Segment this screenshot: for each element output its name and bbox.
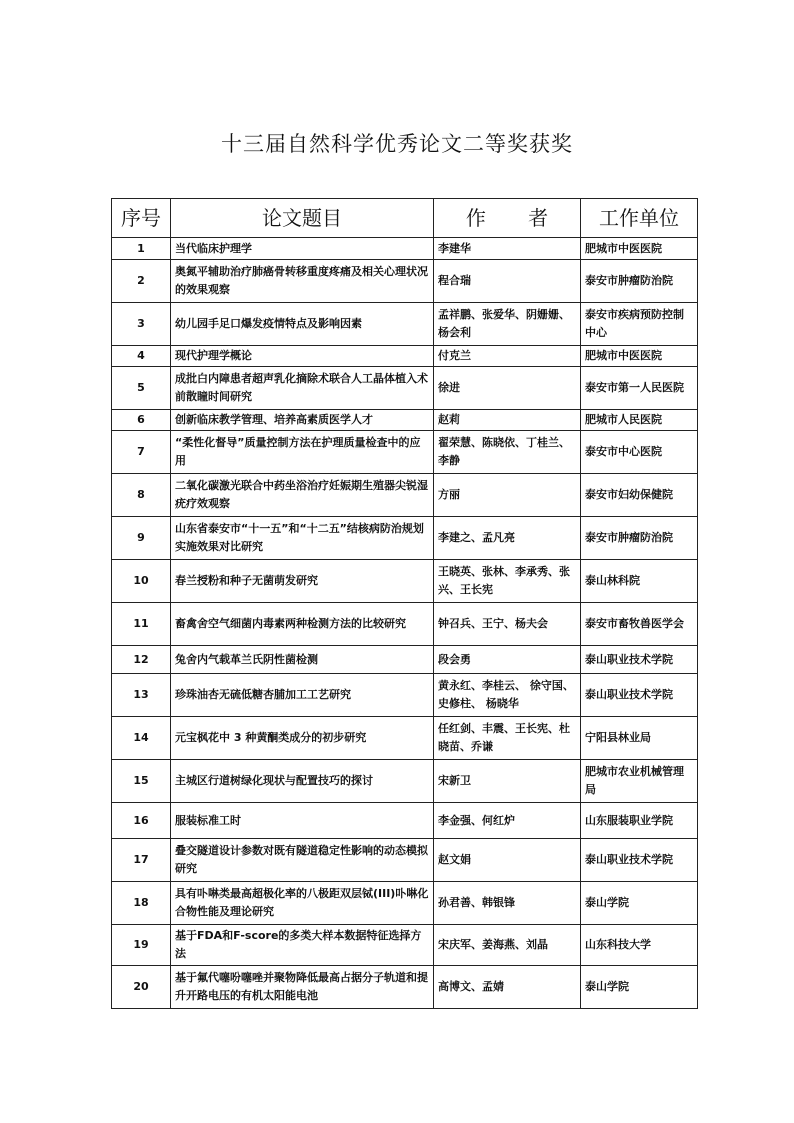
header-unit: 工作单位 bbox=[581, 199, 698, 238]
cell-paper: 当代临床护理学 bbox=[171, 238, 434, 260]
cell-no: 7 bbox=[112, 431, 171, 474]
cell-author: 黄永红、李桂云、 徐守国、 史修柱、 杨晓华 bbox=[434, 674, 581, 717]
cell-author: 方丽 bbox=[434, 474, 581, 517]
cell-paper: 奥氮平辅助治疗肺癌骨转移重度疼痛及相关心理状况的效果观察 bbox=[171, 260, 434, 303]
cell-paper: 幼儿园手足口爆发疫情特点及影响因素 bbox=[171, 303, 434, 346]
cell-no: 2 bbox=[112, 260, 171, 303]
cell-unit: 泰山职业技术学院 bbox=[581, 646, 698, 674]
table-row bbox=[112, 474, 698, 517]
cell-unit: 肥城市人民医院 bbox=[581, 410, 698, 431]
cell-author: 李建之、孟凡亮 bbox=[434, 517, 581, 560]
cell-unit: 泰安市疾病预防控制中心 bbox=[581, 303, 698, 346]
cell-author: 钟召兵、王宁、杨夫会 bbox=[434, 603, 581, 646]
cell-unit: 宁阳县林业局 bbox=[581, 717, 698, 760]
cell-author: 翟荣慧、陈晓依、丁桂兰、李静 bbox=[434, 431, 581, 474]
cell-unit: 泰安市中心医院 bbox=[581, 431, 698, 474]
cell-no: 9 bbox=[112, 517, 171, 560]
cell-paper: 元宝枫花中 3 种黄酮类成分的初步研究 bbox=[171, 717, 434, 760]
table-row bbox=[112, 803, 698, 839]
cell-no: 1 bbox=[112, 238, 171, 260]
cell-author: 孟祥鹏、张爱华、阴姗姗、杨会利 bbox=[434, 303, 581, 346]
table-row bbox=[112, 717, 698, 760]
cell-author: 赵莉 bbox=[434, 410, 581, 431]
table-row bbox=[112, 560, 698, 603]
table-row bbox=[112, 646, 698, 674]
table-row bbox=[112, 410, 698, 431]
table-row bbox=[112, 303, 698, 346]
cell-no: 19 bbox=[112, 925, 171, 966]
cell-unit: 肥城市农业机械管理局 bbox=[581, 760, 698, 803]
cell-paper: 叠交隧道设计参数对既有隧道稳定性影响的动态模拟研究 bbox=[171, 839, 434, 882]
cell-author: 孙君善、韩银锋 bbox=[434, 882, 581, 925]
cell-no: 20 bbox=[112, 966, 171, 1009]
table-row bbox=[112, 517, 698, 560]
cell-unit: 泰山职业技术学院 bbox=[581, 674, 698, 717]
cell-author: 宋新卫 bbox=[434, 760, 581, 803]
cell-unit: 泰山学院 bbox=[581, 882, 698, 925]
cell-paper: 具有卟啉类最高超极化率的八极距双层铽(III)卟啉化合物性能及理论研究 bbox=[171, 882, 434, 925]
cell-paper: 兔舍内气载革兰氏阴性菌检测 bbox=[171, 646, 434, 674]
cell-no: 3 bbox=[112, 303, 171, 346]
table-row bbox=[112, 882, 698, 925]
cell-no: 16 bbox=[112, 803, 171, 839]
cell-no: 8 bbox=[112, 474, 171, 517]
cell-no: 13 bbox=[112, 674, 171, 717]
cell-unit: 山东服装职业学院 bbox=[581, 803, 698, 839]
cell-paper: 二氧化碳激光联合中药坐浴治疗妊娠期生殖器尖锐湿疣疗效观察 bbox=[171, 474, 434, 517]
cell-paper: 成批白内障患者超声乳化摘除术联合人工晶体植入术前散瞳时间研究 bbox=[171, 367, 434, 410]
cell-no: 15 bbox=[112, 760, 171, 803]
table-row bbox=[112, 966, 698, 1009]
cell-paper: 山东省泰安市“十一五”和“十二五”结核病防治规划实施效果对比研究 bbox=[171, 517, 434, 560]
cell-paper: 服装标准工时 bbox=[171, 803, 434, 839]
cell-unit: 泰山林科院 bbox=[581, 560, 698, 603]
cell-paper: “柔性化督导”质量控制方法在护理质量检查中的应用 bbox=[171, 431, 434, 474]
cell-unit: 山东科技大学 bbox=[581, 925, 698, 966]
cell-no: 4 bbox=[112, 346, 171, 367]
cell-no: 12 bbox=[112, 646, 171, 674]
cell-no: 10 bbox=[112, 560, 171, 603]
table-header-row bbox=[112, 199, 698, 238]
cell-paper: 基于FDA和F-score的多类大样本数据特征选择方法 bbox=[171, 925, 434, 966]
cell-unit: 泰安市第一人民医院 bbox=[581, 367, 698, 410]
header-paper: 论文题目 bbox=[171, 199, 434, 238]
cell-paper: 创新临床教学管理、培养高素质医学人才 bbox=[171, 410, 434, 431]
table-row bbox=[112, 431, 698, 474]
cell-unit: 泰山职业技术学院 bbox=[581, 839, 698, 882]
cell-unit: 肥城市中医医院 bbox=[581, 346, 698, 367]
cell-author: 任红剑、丰震、王长宪、杜晓苗、乔谦 bbox=[434, 717, 581, 760]
cell-no: 6 bbox=[112, 410, 171, 431]
header-no: 序号 bbox=[112, 199, 171, 238]
cell-unit: 泰安市畜牧兽医学会 bbox=[581, 603, 698, 646]
cell-unit: 泰安市肿瘤防治院 bbox=[581, 517, 698, 560]
table-row bbox=[112, 760, 698, 803]
cell-author: 李建华 bbox=[434, 238, 581, 260]
header-author: 作 者 bbox=[434, 199, 581, 238]
table-row bbox=[112, 603, 698, 646]
cell-author: 赵文娟 bbox=[434, 839, 581, 882]
cell-paper: 基于氟代噻吩噻唑并聚物降低最高占据分子轨道和提升开路电压的有机太阳能电池 bbox=[171, 966, 434, 1009]
cell-author: 宋庆军、姜海燕、刘晶 bbox=[434, 925, 581, 966]
cell-no: 18 bbox=[112, 882, 171, 925]
cell-paper: 主城区行道树绿化现状与配置技巧的探讨 bbox=[171, 760, 434, 803]
cell-author: 李金强、何红炉 bbox=[434, 803, 581, 839]
cell-unit: 肥城市中医医院 bbox=[581, 238, 698, 260]
awards-table bbox=[111, 198, 698, 1009]
cell-no: 14 bbox=[112, 717, 171, 760]
table-row bbox=[112, 260, 698, 303]
cell-paper: 春兰授粉和种子无菌萌发研究 bbox=[171, 560, 434, 603]
table-row bbox=[112, 367, 698, 410]
cell-paper: 现代护理学概论 bbox=[171, 346, 434, 367]
table-row bbox=[112, 925, 698, 966]
cell-author: 段会勇 bbox=[434, 646, 581, 674]
cell-no: 5 bbox=[112, 367, 171, 410]
cell-author: 高博文、孟婧 bbox=[434, 966, 581, 1009]
cell-no: 17 bbox=[112, 839, 171, 882]
cell-author: 程合瑞 bbox=[434, 260, 581, 303]
cell-author: 付克兰 bbox=[434, 346, 581, 367]
cell-author: 徐进 bbox=[434, 367, 581, 410]
table-row bbox=[112, 839, 698, 882]
table-row bbox=[112, 238, 698, 260]
table-row bbox=[112, 346, 698, 367]
cell-unit: 泰安市肿瘤防治院 bbox=[581, 260, 698, 303]
cell-paper: 珍珠油杏无硫低糖杏脯加工工艺研究 bbox=[171, 674, 434, 717]
page-title: 十三届自然科学优秀论文二等奖获奖 bbox=[221, 132, 573, 156]
cell-author: 王晓英、张林、李承秀、张兴、王长宪 bbox=[434, 560, 581, 603]
cell-unit: 泰安市妇幼保健院 bbox=[581, 474, 698, 517]
table-row bbox=[112, 674, 698, 717]
cell-unit: 泰山学院 bbox=[581, 966, 698, 1009]
cell-paper: 畜禽舍空气细菌内毒素两种检测方法的比较研究 bbox=[171, 603, 434, 646]
cell-no: 11 bbox=[112, 603, 171, 646]
